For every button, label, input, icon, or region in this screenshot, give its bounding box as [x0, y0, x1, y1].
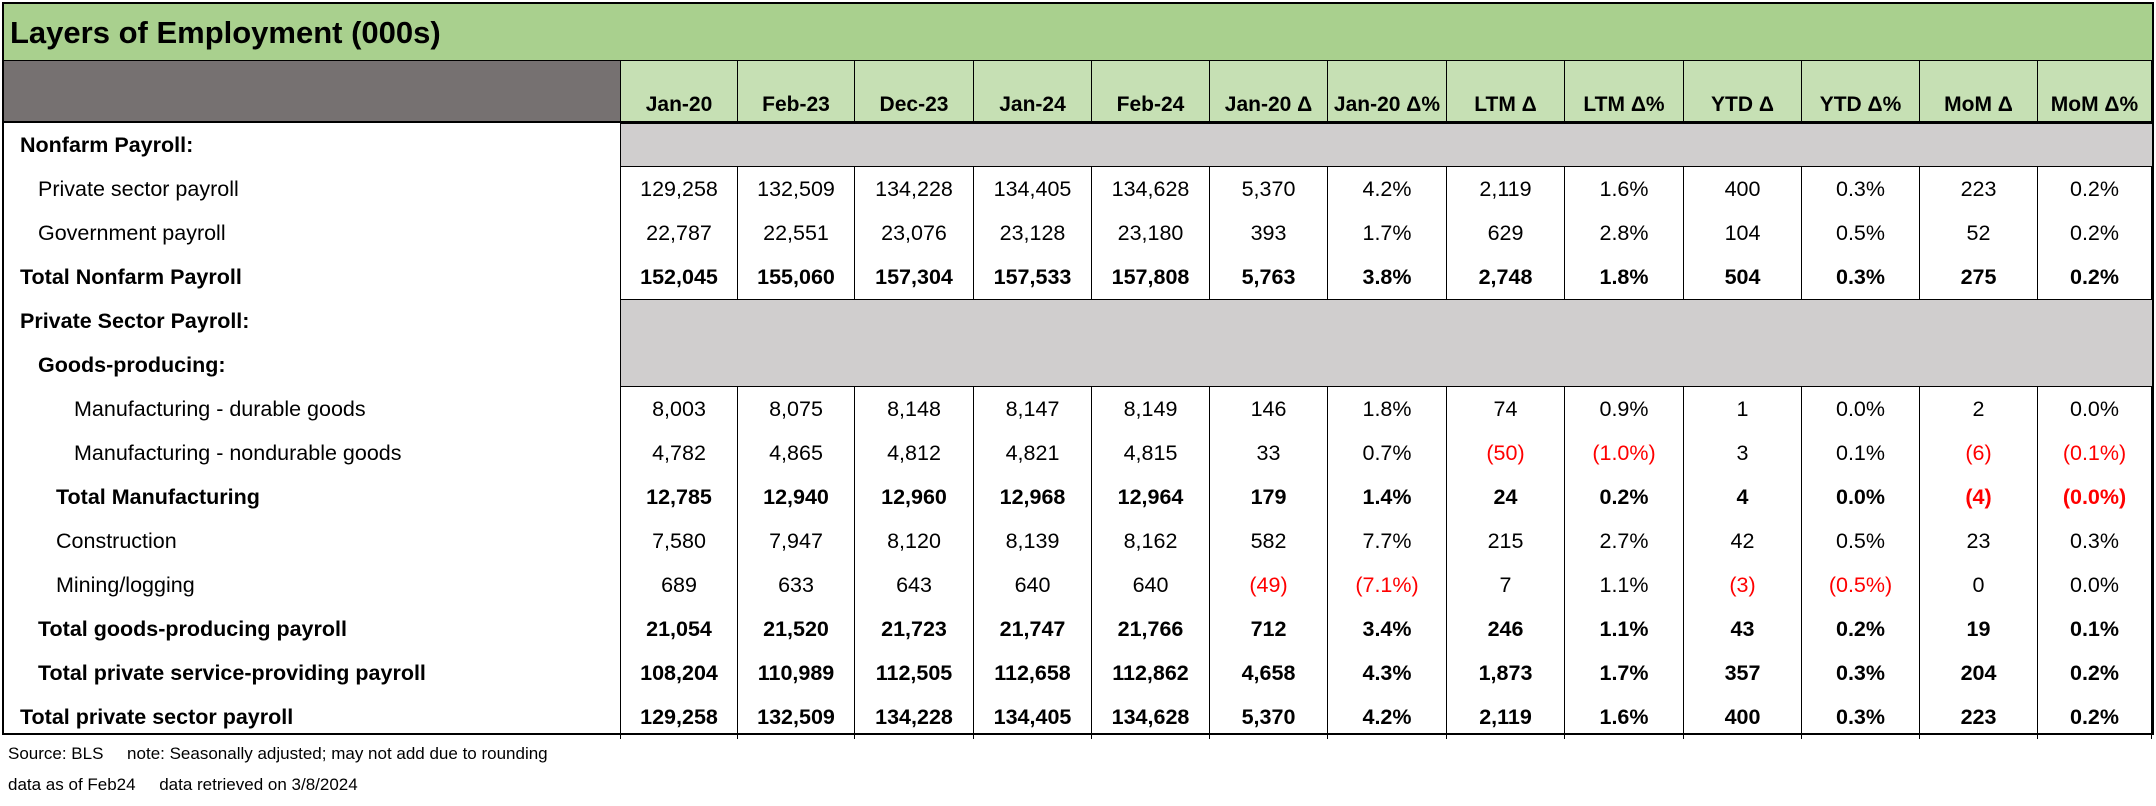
- table-cell: 204: [1920, 651, 2038, 695]
- footnote-date: data as of Feb24 data retrieved on 3/8/2024: [8, 775, 358, 794]
- table-cell: 4.2%: [1328, 167, 1447, 211]
- table-cell: 12,960: [855, 475, 974, 519]
- table-cell: 23,076: [855, 211, 974, 255]
- table-cell: 42: [1684, 519, 1802, 563]
- row-label: Goods-producing:: [4, 343, 621, 387]
- table-cell: 23: [1920, 519, 2038, 563]
- row-label: Mining/logging: [4, 563, 621, 607]
- table-cell: 134,405: [974, 695, 1092, 739]
- row-label: Private sector payroll: [4, 167, 621, 211]
- table-cell: 3: [1684, 431, 1802, 475]
- table-cell: 393: [1210, 211, 1328, 255]
- row-label: Total private service-providing payroll: [4, 651, 621, 695]
- table-cell: 357: [1684, 651, 1802, 695]
- table-cell: 0.2%: [2038, 167, 2152, 211]
- table-cell: 504: [1684, 255, 1802, 299]
- table-cell: 1: [1684, 387, 1802, 431]
- table-cell: (49): [1210, 563, 1328, 607]
- table-cell: 0.9%: [1565, 387, 1684, 431]
- table-cell: 7.7%: [1328, 519, 1447, 563]
- table-row: [4, 651, 2152, 695]
- table-cell: 275: [1920, 255, 2038, 299]
- table-cell: 21,747: [974, 607, 1092, 651]
- table-cell: 4.3%: [1328, 651, 1447, 695]
- table-cell: 0.3%: [2038, 519, 2152, 563]
- table-cell: 689: [621, 563, 738, 607]
- table-row: [4, 211, 2152, 255]
- column-header: Feb-23: [738, 61, 855, 123]
- table-cell: 582: [1210, 519, 1328, 563]
- table-cell: 0.2%: [2038, 651, 2152, 695]
- table-cell: 0.0%: [1802, 387, 1920, 431]
- table-cell: 4,821: [974, 431, 1092, 475]
- table-cell: 179: [1210, 475, 1328, 519]
- column-header: LTM Δ%: [1565, 61, 1684, 123]
- table-row: [4, 387, 2152, 431]
- table-cell: 0.3%: [1802, 167, 1920, 211]
- table-cell: 1.1%: [1565, 563, 1684, 607]
- footnote-source: Source: BLS note: Seasonally adjusted; may not add due to rounding: [8, 744, 548, 763]
- table-cell: 5,370: [1210, 695, 1328, 739]
- table-cell: 157,533: [974, 255, 1092, 299]
- table-cell: 23,180: [1092, 211, 1210, 255]
- table-cell: 12,785: [621, 475, 738, 519]
- table-cell: 104: [1684, 211, 1802, 255]
- table-cell: 0: [1920, 563, 2038, 607]
- row-label: Total Nonfarm Payroll: [4, 255, 621, 299]
- section-header-row: [4, 123, 2152, 167]
- table-cell: 0.5%: [1802, 211, 1920, 255]
- table-cell: 2,748: [1447, 255, 1565, 299]
- table-cell: 5,763: [1210, 255, 1328, 299]
- table-cell: 157,808: [1092, 255, 1210, 299]
- column-header: MoM Δ%: [2038, 61, 2152, 123]
- table-cell: 2.8%: [1565, 211, 1684, 255]
- table-cell: 134,628: [1092, 695, 1210, 739]
- table-cell: 2: [1920, 387, 2038, 431]
- table-cell: 21,054: [621, 607, 738, 651]
- table-cell: 134,228: [855, 695, 974, 739]
- table-cell: 152,045: [621, 255, 738, 299]
- table-cell: 134,628: [1092, 167, 1210, 211]
- table-cell: 132,509: [738, 167, 855, 211]
- table-cell: (50): [1447, 431, 1565, 475]
- table-cell: 643: [855, 563, 974, 607]
- table-cell: 8,162: [1092, 519, 1210, 563]
- column-header: MoM Δ: [1920, 61, 2038, 123]
- table-cell: 110,989: [738, 651, 855, 695]
- table-title: Layers of Employment (000s): [4, 4, 2152, 61]
- table-cell: 1.8%: [1565, 255, 1684, 299]
- column-header: Dec-23: [855, 61, 974, 123]
- table-cell: 0.7%: [1328, 431, 1447, 475]
- table-cell: 0.2%: [2038, 211, 2152, 255]
- table-cell: (0.0%): [2038, 475, 2152, 519]
- table-cell: 129,258: [621, 695, 738, 739]
- table-cell: 52: [1920, 211, 2038, 255]
- table-cell: 33: [1210, 431, 1328, 475]
- table-cell: 22,787: [621, 211, 738, 255]
- employment-table: [2, 2, 2154, 735]
- table-cell: 0.3%: [1802, 651, 1920, 695]
- column-header: Jan-20 Δ: [1210, 61, 1328, 123]
- table-cell: 3.4%: [1328, 607, 1447, 651]
- table-cell: 633: [738, 563, 855, 607]
- column-header: Jan-20: [621, 61, 738, 123]
- table-cell: 7: [1447, 563, 1565, 607]
- section-header-row: [4, 299, 2152, 343]
- table-cell: 43: [1684, 607, 1802, 651]
- table-cell: 2,119: [1447, 167, 1565, 211]
- table-cell: 22,551: [738, 211, 855, 255]
- table-cell: 400: [1684, 167, 1802, 211]
- table-cell: 21,520: [738, 607, 855, 651]
- table-cell: 4,812: [855, 431, 974, 475]
- row-label: Private Sector Payroll:: [4, 299, 621, 343]
- table-cell: 1.8%: [1328, 387, 1447, 431]
- table-cell: 0.2%: [1565, 475, 1684, 519]
- table-cell: 132,509: [738, 695, 855, 739]
- table-cell: 0.2%: [2038, 695, 2152, 739]
- table-cell: 4,782: [621, 431, 738, 475]
- table-cell: 1.4%: [1328, 475, 1447, 519]
- table-cell: 0.3%: [1802, 255, 1920, 299]
- table-cell: 108,204: [621, 651, 738, 695]
- table-cell: 8,148: [855, 387, 974, 431]
- table-cell: 74: [1447, 387, 1565, 431]
- row-label: Manufacturing - durable goods: [4, 387, 621, 431]
- row-label: Total private sector payroll: [4, 695, 621, 739]
- table-cell: 0.2%: [2038, 255, 2152, 299]
- table-cell: 112,505: [855, 651, 974, 695]
- table-cell: 640: [1092, 563, 1210, 607]
- column-header: YTD Δ: [1684, 61, 1802, 123]
- table-cell: 8,139: [974, 519, 1092, 563]
- column-header: Jan-24: [974, 61, 1092, 123]
- table-cell: 21,766: [1092, 607, 1210, 651]
- table-cell: (1.0%): [1565, 431, 1684, 475]
- table-cell: 2,119: [1447, 695, 1565, 739]
- table-cell: (6): [1920, 431, 2038, 475]
- table-cell: 157,304: [855, 255, 974, 299]
- table-row: [4, 519, 2152, 563]
- table-cell: 4,815: [1092, 431, 1210, 475]
- table-cell: 7,580: [621, 519, 738, 563]
- table-cell: 2.7%: [1565, 519, 1684, 563]
- table-cell: 1.6%: [1565, 695, 1684, 739]
- column-header: YTD Δ%: [1802, 61, 1920, 123]
- header-label-column: [4, 61, 621, 123]
- table-cell: 4.2%: [1328, 695, 1447, 739]
- table-cell: 712: [1210, 607, 1328, 651]
- table-cell: 223: [1920, 695, 2038, 739]
- table-cell: 4,658: [1210, 651, 1328, 695]
- table-cell: 112,658: [974, 651, 1092, 695]
- table-row: [4, 255, 2152, 299]
- table-cell: 23,128: [974, 211, 1092, 255]
- row-label: Total goods-producing payroll: [4, 607, 621, 651]
- table-cell: 1.7%: [1565, 651, 1684, 695]
- table-cell: 134,228: [855, 167, 974, 211]
- table-cell: (7.1%): [1328, 563, 1447, 607]
- table-row: [4, 563, 2152, 607]
- table-cell: 12,940: [738, 475, 855, 519]
- table-cell: 0.5%: [1802, 519, 1920, 563]
- table-cell: 223: [1920, 167, 2038, 211]
- table-cell: (4): [1920, 475, 2038, 519]
- table-cell: 0.3%: [1802, 695, 1920, 739]
- column-header: Jan-20 Δ%: [1328, 61, 1447, 123]
- table-cell: 8,149: [1092, 387, 1210, 431]
- table-cell: 215: [1447, 519, 1565, 563]
- row-label: Total Manufacturing: [4, 475, 621, 519]
- table-cell: 400: [1684, 695, 1802, 739]
- table-cell: 7,947: [738, 519, 855, 563]
- table-cell: 12,964: [1092, 475, 1210, 519]
- table-cell: 4: [1684, 475, 1802, 519]
- table-cell: 640: [974, 563, 1092, 607]
- table-cell: 24: [1447, 475, 1565, 519]
- table-cell: 0.0%: [1802, 475, 1920, 519]
- table-cell: 146: [1210, 387, 1328, 431]
- table-cell: 0.2%: [1802, 607, 1920, 651]
- table-cell: 155,060: [738, 255, 855, 299]
- table-cell: 3.8%: [1328, 255, 1447, 299]
- table-row: [4, 431, 2152, 475]
- table-cell: 0.1%: [1802, 431, 1920, 475]
- table-cell: 129,258: [621, 167, 738, 211]
- table-cell: 5,370: [1210, 167, 1328, 211]
- table-cell: 8,147: [974, 387, 1092, 431]
- row-label: Manufacturing - nondurable goods: [4, 431, 621, 475]
- table-cell: 629: [1447, 211, 1565, 255]
- table-row: [4, 475, 2152, 519]
- table-cell: 0.0%: [2038, 387, 2152, 431]
- table-cell: 112,862: [1092, 651, 1210, 695]
- table-cell: 4,865: [738, 431, 855, 475]
- table-cell: 8,120: [855, 519, 974, 563]
- table-cell: 1,873: [1447, 651, 1565, 695]
- table-cell: (3): [1684, 563, 1802, 607]
- table-cell: 246: [1447, 607, 1565, 651]
- section-header-row: [4, 343, 2152, 387]
- table-cell: 0.1%: [2038, 607, 2152, 651]
- row-label: Nonfarm Payroll:: [4, 123, 621, 167]
- table-cell: 1.1%: [1565, 607, 1684, 651]
- table-cell: 8,003: [621, 387, 738, 431]
- table-cell: 1.7%: [1328, 211, 1447, 255]
- table-cell: 21,723: [855, 607, 974, 651]
- row-label: Construction: [4, 519, 621, 563]
- table-cell: 1.6%: [1565, 167, 1684, 211]
- table-cell: (0.5%): [1802, 563, 1920, 607]
- table-cell: (0.1%): [2038, 431, 2152, 475]
- table-cell: 8,075: [738, 387, 855, 431]
- row-label: Government payroll: [4, 211, 621, 255]
- column-header: LTM Δ: [1447, 61, 1565, 123]
- table-row: [4, 607, 2152, 651]
- table-cell: 0.0%: [2038, 563, 2152, 607]
- table-cell: 19: [1920, 607, 2038, 651]
- column-header: Feb-24: [1092, 61, 1210, 123]
- table-row: [4, 695, 2152, 739]
- table-cell: 134,405: [974, 167, 1092, 211]
- table-row: [4, 167, 2152, 211]
- table-cell: 12,968: [974, 475, 1092, 519]
